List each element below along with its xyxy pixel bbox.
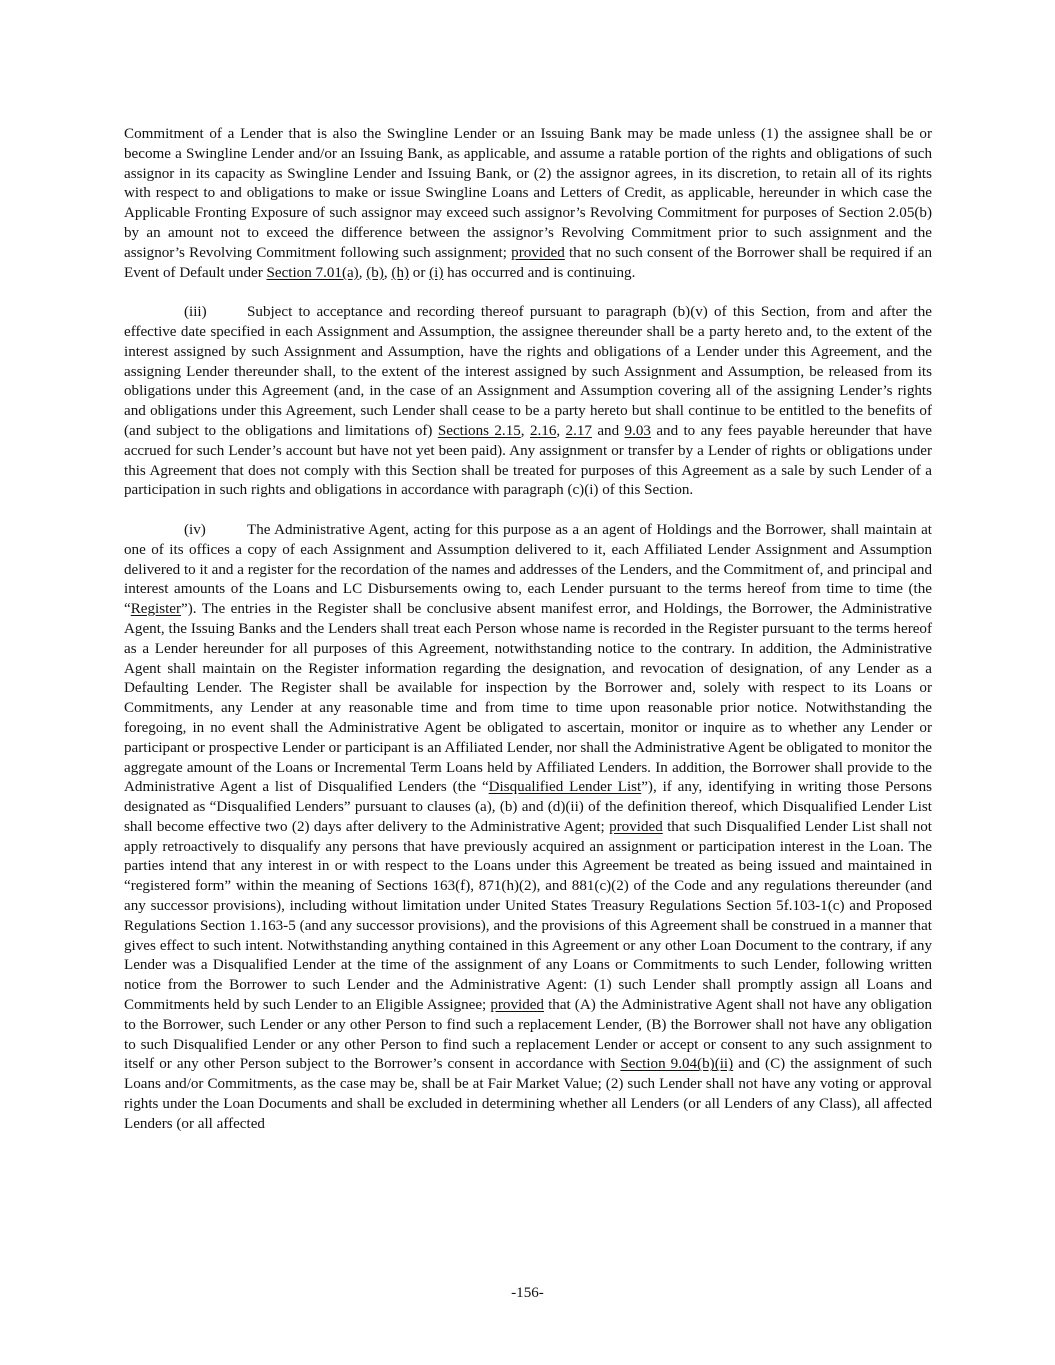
text-run: ”). The entries in the Register shall be conclusive absent manifest error, and Holdings, the Borrower, the Administrative Agent, the Issuing Banks and the Lenders shall treat each Person whose name is recorded in the Register pursuant to the terms hereof as a Lender hereunder for all purposes of this Agreement, notwithstanding notice to the contrary. In addition, the Administrative Agent shall maintain on the Register information regarding the designation, and revocation of designation, of any Lender as a Defaulting Lender. The Register shall be available for inspection by the Borrower and, solely with respect to its Loans or Commitments, any Lender at any reasonable time and from time to time upon reasonable prior notice. Notwithstanding the foregoing, in no event shall the Administrative Agent be obligated to ascertain, monitor or inquire as to whether any Lender or participant or prospective Lender or participant is an Affiliated Lender, nor shall the Administrative Agent be obligated to monitor the aggregate amount of the Loans or Incremental Term Loans held by Affiliated Lenders. In addition, the Borrower shall provide to the Administrative Agent a list of Disqualified Lenders (the “ <box>124 601 932 796</box>
provided-term: provided <box>490 997 544 1014</box>
text-run: Subject to acceptance and recording thereof pursuant to paragraph (b)(v) of this Section, from and after the effective date specified in each Assignment and Assumption, the assignee thereunder shall be a party hereto and, to the extent of the interest assigned by such Assignment and Assumption, have the rights and obligations of a Lender under this Agreement, and the assigning Lender thereunder shall, to the extent of the interest assigned by such Assignment and Assumption, be released from its obligations under this Agreement (and, in the case of an Assignment and Assumption covering all of the assigning Lender’s rights and obligations under this Agreement, such Lender shall cease to be a party hereto but shall continue to be entitled to the benefits of (and subject to the obligations and limitations of) <box>124 304 932 439</box>
section-reference: (i) <box>429 264 444 281</box>
section-reference: 2.17 <box>565 422 592 439</box>
section-reference: (h) <box>391 264 410 281</box>
defined-term-register: Register <box>130 601 182 618</box>
text-run: ”), if any, identifying in writing those Persons designated as “Disqualified Lenders” pursuant to clauses (a), (b) and (d)(ii) of the definition thereof, which Disqualified Lender List shall become effective two (2) days after delivery to the Administrative Agent; <box>124 779 932 835</box>
text-run: and (C) the assignment of such Loans and/or Commitments, as the case may be, shall be at Fair Market Value; (2) such Lender shall not have any voting or approval rights under the Loan Documents and shall be excluded in determining whether all Lenders (or all Lenders of any Class), all affected Lenders (or all affected <box>124 1056 932 1132</box>
section-reference: 9.03 <box>624 422 651 439</box>
text-run: , <box>358 264 367 281</box>
text-run: , <box>556 422 566 439</box>
defined-term-disqualified-lender-list: Disqualified Lender List <box>488 779 642 796</box>
section-reference: Section 7.01(a) <box>266 264 359 281</box>
text-run: that no such consent of the Borrower shall be required if an Event of Default under <box>124 244 932 281</box>
clause-number: (iii) <box>184 304 207 321</box>
paragraph-iii <box>124 303 932 501</box>
text-run: , <box>520 422 530 439</box>
section-reference: Section 9.04(b)(ii) <box>620 1056 734 1073</box>
text-run: , <box>383 264 392 281</box>
text-run: Commitment of a Lender that is also the Swingline Lender or an Issuing Bank may be made unless (1) the assignee shall be or become a Swingline Lender and/or an Issuing Bank, as applicable, and assume a ratable portion of the rights and obligations of such assignor in its capacity as Swingline Lender and Issuing Bank, or (2) the assignor agrees, in its discretion, to retain all of its rights with respect to and obligations to make or issue Swingline Loans and Letters of Credit, as applicable, hereunder in which case the Applicable Fronting Exposure of such assignor may exceed such assignor’s Revolving Commitment for purposes of Section 2.05(b) by an amount not to exceed the difference between the assignor’s Revolving Commitment prior to such assignment and the assignor’s Revolving Commitment following such assignment; <box>124 126 932 261</box>
paragraph-continuation <box>124 125 932 283</box>
page-number: -156- <box>511 1285 544 1301</box>
provided-term: provided <box>609 818 663 835</box>
text-run: or <box>409 264 430 281</box>
text-run: has occurred and is continuing. <box>443 264 636 281</box>
text-run: that such Disqualified Lender List shall not apply retroactively to disqualify any persons that have previously acquired an assignment or participation interest in the Loan. The parties intend that any interest in or with respect to the Loans under this Agreement be treated as being issued and maintained in “registered form” within the meaning of Sections 163(f), 871(h)(2), and 881(c)(2) of the Code and any regulations thereunder (and any successor provisions), including without limitation under United States Treasury Regulations Section 5f.103-1(c) and Proposed Regulations Section 1.163-5 (and any successor provisions), and the provisions of this Agreement shall be construed in a manner that gives effect to such intent. Notwithstanding anything contained in this Agreement or any other Loan Document to the contrary, if any Lender was a Disqualified Lender at the time of the assignment of any Loans or Commitments to such Lender, following written notice from the Borrower to such Lender and the Administrative Agent: (1) such Lender shall promptly assign all Loans and Commitments held by such Lender to an Eligible Assignee; <box>124 818 933 1014</box>
text-run: and to any fees payable hereunder that have accrued for such Lender’s account but have not yet been paid). Any assignment or transfer by a Lender of rights or obligations under this Agreement that does not comply with this Section shall be treated for purposes of this Agreement as a sale by such Lender of a participation in such rights and obligations in accordance with paragraph (c)(i) of this Section. <box>124 422 933 499</box>
clause-number: (iv) <box>184 521 206 538</box>
section-reference: (b) <box>366 264 384 281</box>
section-reference: 2.16 <box>529 422 557 439</box>
text-run: that (A) the Administrative Agent shall not have any obligation to the Borrower, such Lender or any other Person to find such a replacement Lender, (B) the Borrower shall not have any obligation to such Disqualified Lender or any other Person to find such a replacement Lender or accept or consent to any such assignment to itself or any other Person subject to the Borrower’s consent in accordance with <box>124 997 932 1073</box>
paragraph-iv <box>124 521 932 1135</box>
text-run: The Administrative Agent, acting for this purpose as a an agent of Holdings and the Borrower, shall maintain at one of its offices a copy of each Assignment and Assumption delivered to it, each Affiliated Lender Assignment and Assumption delivered to it and a register for the recordation of the names and addresses of the Lenders, and the Commitment of, and principal and interest amounts of the Loans and LC Disbursements owing to, each Lender pursuant to the terms hereof from time to time (the “ <box>124 521 932 618</box>
text-run: and <box>591 422 625 439</box>
provided-term: provided <box>511 244 565 261</box>
section-reference: Sections 2.15 <box>437 422 521 439</box>
document-page <box>124 125 932 1154</box>
